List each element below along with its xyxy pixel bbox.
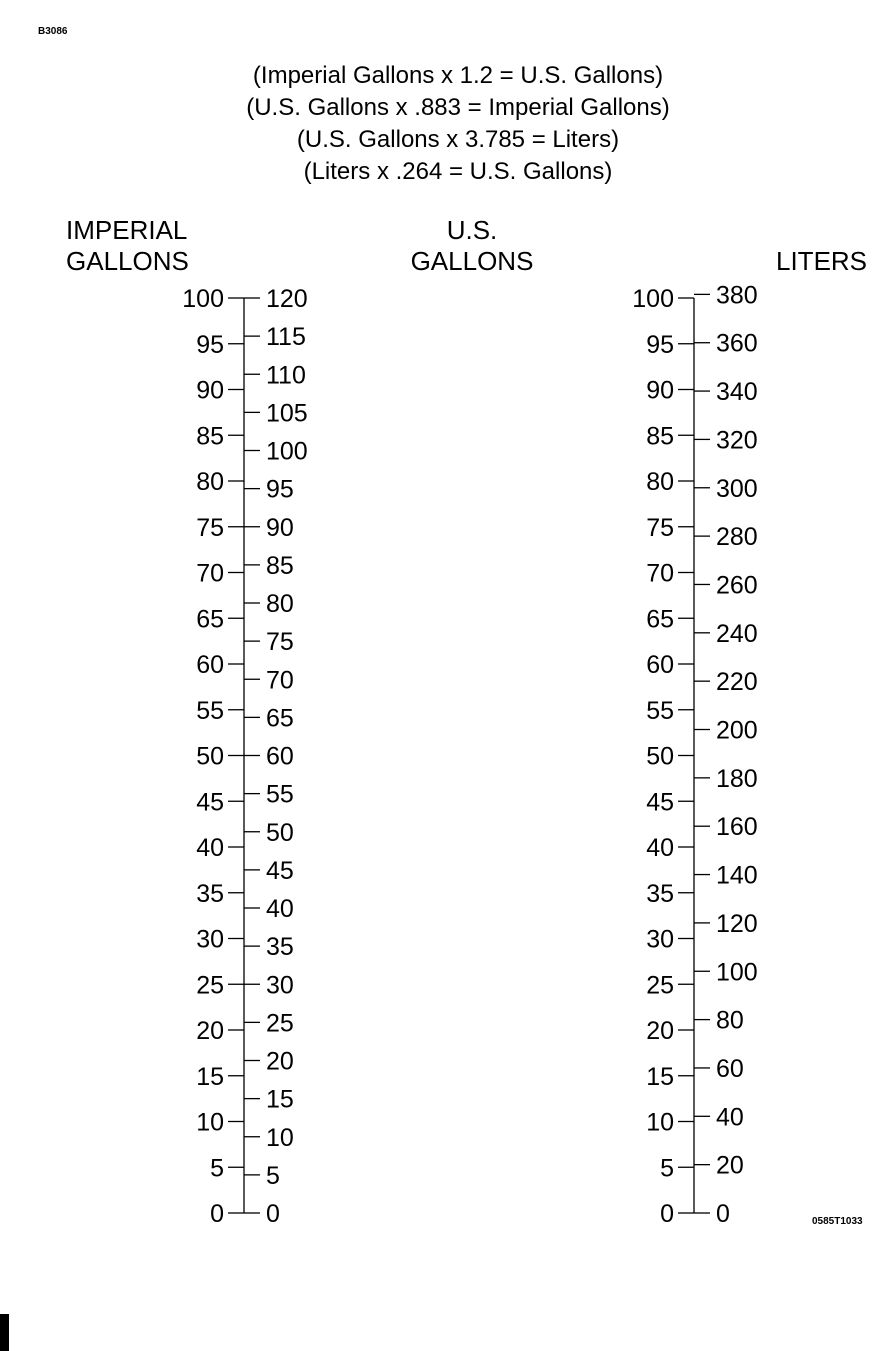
us-liters-left-tick-label: 60 bbox=[646, 651, 674, 679]
us-liters-left-tick-label: 45 bbox=[646, 788, 674, 817]
us-liters-left-tick-label: 75 bbox=[646, 513, 674, 542]
us-liters-left-tick-label: 100 bbox=[632, 285, 674, 313]
figure-code: 0585T1033 bbox=[812, 1216, 863, 1227]
us-liters-right-tick-label: 240 bbox=[716, 619, 758, 648]
imp-us-right-tick-label: 75 bbox=[266, 628, 294, 657]
us-liters-right-tick-label: 220 bbox=[716, 668, 758, 697]
scale-imperial-us bbox=[182, 285, 307, 1228]
formula-us-to-imperial: (U.S. Gallons x .883 = Imperial Gallons) bbox=[246, 94, 670, 121]
document-code: B3086 bbox=[38, 26, 68, 37]
imp-us-right-tick-label: 65 bbox=[266, 704, 294, 733]
imp-us-right-tick-label: 70 bbox=[266, 666, 294, 695]
imp-us-left-tick-label: 15 bbox=[196, 1062, 224, 1091]
us-liters-left-tick-label: 40 bbox=[646, 834, 674, 862]
imp-us-right-tick-label: 5 bbox=[266, 1161, 280, 1190]
header-liters: LITERS bbox=[776, 246, 868, 276]
imp-us-left-tick-label: 70 bbox=[196, 559, 224, 588]
us-liters-left-tick-label: 85 bbox=[646, 422, 674, 451]
imp-us-right-tick-label: 90 bbox=[266, 513, 294, 542]
us-liters-right-tick-label: 60 bbox=[716, 1054, 744, 1083]
imp-us-left-tick-label: 85 bbox=[196, 422, 224, 451]
us-liters-right-tick-label: 200 bbox=[716, 716, 758, 745]
imp-us-right-tick-label: 115 bbox=[266, 323, 306, 352]
imp-us-left-tick-label: 90 bbox=[196, 376, 224, 405]
us-liters-right-tick-label: 20 bbox=[716, 1151, 744, 1180]
us-liters-left-tick-label: 65 bbox=[646, 605, 674, 634]
us-liters-left-tick-label: 55 bbox=[646, 696, 674, 725]
imp-us-right-tick-label: 0 bbox=[266, 1200, 280, 1228]
us-liters-right-tick-label: 160 bbox=[716, 813, 758, 842]
imp-us-right-tick-label: 85 bbox=[266, 551, 294, 580]
us-liters-left-tick-label: 30 bbox=[646, 925, 674, 954]
imp-us-left-tick-label: 55 bbox=[196, 696, 224, 725]
imp-us-right-tick-label: 20 bbox=[266, 1047, 294, 1076]
us-liters-left-tick-label: 5 bbox=[660, 1154, 674, 1183]
us-liters-right-tick-label: 280 bbox=[716, 523, 758, 552]
us-liters-left-tick-label: 15 bbox=[646, 1062, 674, 1091]
imp-us-right-tick-label: 105 bbox=[266, 399, 308, 428]
us-liters-right-tick-label: 0 bbox=[716, 1200, 730, 1228]
imp-us-right-tick-label: 80 bbox=[266, 590, 294, 618]
imp-us-left-tick-label: 35 bbox=[196, 879, 224, 908]
imp-us-left-tick-label: 95 bbox=[196, 330, 224, 359]
imp-us-right-tick-label: 30 bbox=[266, 971, 294, 1000]
imp-us-left-tick-label: 45 bbox=[196, 788, 224, 817]
imp-us-right-tick-label: 45 bbox=[266, 856, 294, 885]
imp-us-right-tick-label: 100 bbox=[266, 437, 308, 466]
us-liters-left-tick-label: 70 bbox=[646, 559, 674, 588]
imp-us-right-tick-label: 15 bbox=[266, 1085, 294, 1114]
imp-us-left-tick-label: 5 bbox=[210, 1154, 224, 1183]
imp-us-left-tick-label: 25 bbox=[196, 971, 224, 1000]
formula-liters-to-us: (Liters x .264 = U.S. Gallons) bbox=[303, 158, 613, 185]
us-liters-right-tick-label: 120 bbox=[716, 909, 758, 938]
imp-us-left-tick-label: 100 bbox=[182, 285, 224, 313]
formula-imperial-to-us: (Imperial Gallons x 1.2 = U.S. Gallons) bbox=[252, 62, 664, 89]
us-liters-right-tick-label: 320 bbox=[716, 426, 758, 455]
imp-us-left-tick-label: 65 bbox=[196, 605, 224, 634]
imp-us-left-tick-label: 75 bbox=[196, 513, 224, 542]
us-liters-left-tick-label: 35 bbox=[646, 879, 674, 908]
imp-us-left-tick-label: 80 bbox=[196, 468, 224, 496]
us-liters-left-tick-label: 10 bbox=[646, 1108, 674, 1137]
header-imperial-line2: GALLONS bbox=[66, 246, 189, 276]
us-liters-right-tick-label: 100 bbox=[716, 958, 758, 987]
us-liters-right-tick-label: 380 bbox=[716, 281, 758, 310]
us-liters-right-tick-label: 260 bbox=[716, 571, 758, 600]
header-us-line1: U.S. bbox=[446, 215, 498, 245]
scale-us-liters bbox=[632, 281, 757, 1228]
us-liters-left-tick-label: 20 bbox=[646, 1017, 674, 1045]
header-imperial-line1: IMPERIAL bbox=[66, 215, 188, 245]
us-liters-right-tick-label: 40 bbox=[716, 1103, 744, 1132]
imp-us-right-tick-label: 50 bbox=[266, 818, 294, 847]
us-liters-left-tick-label: 25 bbox=[646, 971, 674, 1000]
imp-us-left-tick-label: 0 bbox=[210, 1200, 224, 1228]
us-liters-left-tick-label: 0 bbox=[660, 1200, 674, 1228]
imp-us-left-tick-label: 60 bbox=[196, 651, 224, 679]
imp-us-right-tick-label: 10 bbox=[266, 1123, 294, 1152]
imp-us-left-tick-label: 50 bbox=[196, 742, 224, 771]
us-liters-left-tick-label: 95 bbox=[646, 330, 674, 359]
imp-us-right-tick-label: 40 bbox=[266, 895, 294, 923]
imp-us-right-tick-label: 35 bbox=[266, 933, 294, 962]
us-liters-right-tick-label: 140 bbox=[716, 861, 758, 890]
imp-us-left-tick-label: 10 bbox=[196, 1108, 224, 1137]
imp-us-right-tick-label: 110 bbox=[266, 361, 306, 390]
us-liters-right-tick-label: 360 bbox=[716, 329, 758, 358]
imp-us-right-tick-label: 120 bbox=[266, 285, 308, 313]
imp-us-right-tick-label: 55 bbox=[266, 780, 294, 809]
formula-us-to-liters: (U.S. Gallons x 3.785 = Liters) bbox=[296, 126, 620, 153]
us-liters-right-tick-label: 80 bbox=[716, 1006, 744, 1035]
us-liters-left-tick-label: 90 bbox=[646, 376, 674, 405]
us-liters-right-tick-label: 340 bbox=[716, 378, 758, 407]
us-liters-right-tick-label: 300 bbox=[716, 474, 758, 503]
header-us-line2: GALLONS bbox=[410, 246, 534, 276]
page-edge-marker bbox=[0, 1314, 9, 1351]
us-liters-right-tick-label: 180 bbox=[716, 764, 758, 793]
imp-us-left-tick-label: 20 bbox=[196, 1017, 224, 1045]
us-liters-left-tick-label: 50 bbox=[646, 742, 674, 771]
imp-us-right-tick-label: 95 bbox=[266, 475, 294, 504]
imp-us-left-tick-label: 40 bbox=[196, 834, 224, 862]
imp-us-right-tick-label: 60 bbox=[266, 742, 294, 771]
imp-us-left-tick-label: 30 bbox=[196, 925, 224, 954]
us-liters-left-tick-label: 80 bbox=[646, 468, 674, 496]
imp-us-right-tick-label: 25 bbox=[266, 1009, 294, 1038]
